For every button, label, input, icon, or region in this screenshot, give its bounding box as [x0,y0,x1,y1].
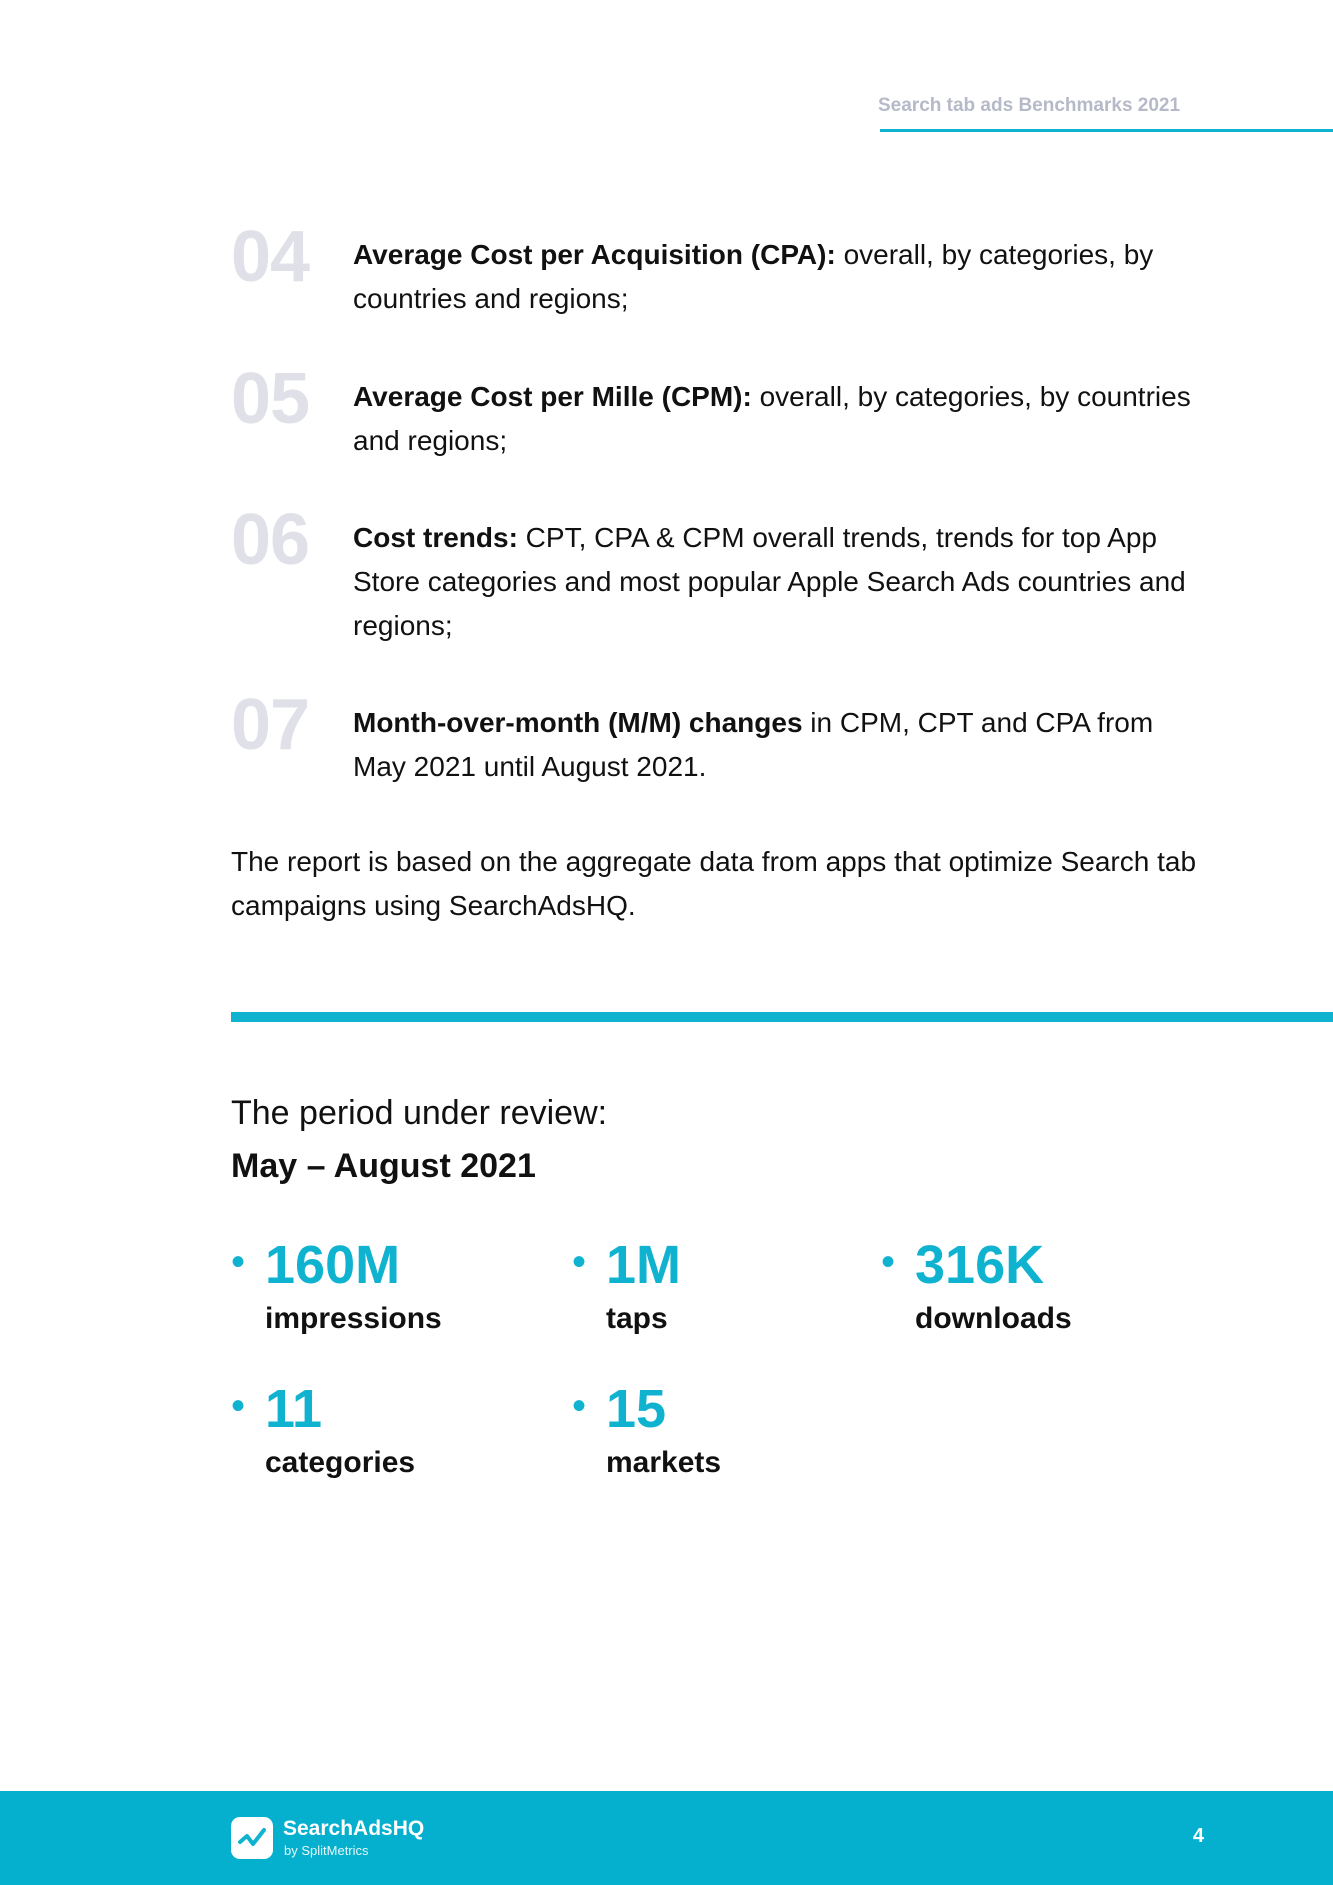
page-number: 4 [1192,1825,1204,1847]
stat-label: taps [606,1302,668,1335]
period-label: The period under review: [231,1094,608,1132]
stat-value: 15 [606,1379,667,1439]
item-number: 06 [231,500,310,580]
item-number: 04 [231,217,310,297]
header-rule [880,129,1333,132]
bullet-icon: • [231,1240,246,1284]
stat-value: 160M [265,1235,401,1295]
period-value: May – August 2021 [231,1147,536,1185]
chart-line-icon [231,1817,273,1859]
item-text [353,701,1205,789]
item-description: overall, by categories, by countries and regions; [353,239,1154,314]
stat-label: impressions [265,1302,442,1335]
item-bold-label: Average Cost per Mille (CPM): [353,381,752,412]
item-description: CPT, CPA & CPM overall trends, trends for top App Store categories and most popular Apple Search Ads countries and regions; [353,522,1186,641]
footer [0,1791,1333,1885]
item-text [353,375,1205,463]
stat-label: categories [265,1446,416,1479]
section-divider [231,1012,1333,1022]
item-bold-label: Month-over-month (M/M) changes [353,707,803,738]
header-title: Search tab ads Benchmarks 2021 [878,95,1181,116]
stat-label: downloads [915,1302,1072,1335]
item-text [353,516,1205,648]
bullet-icon: • [231,1384,246,1428]
item-number: 05 [231,359,310,439]
bullet-icon: • [881,1240,896,1284]
bullet-icon: • [572,1240,587,1284]
item-text [353,233,1205,321]
item-description: in CPM, CPT and CPA from May 2021 until August 2021. [353,707,1154,782]
brand-name: SearchAdsHQ [283,1817,425,1840]
stat-value: 316K [915,1235,1045,1295]
bullet-icon: • [572,1384,587,1428]
brand-subtitle: by SplitMetrics [284,1843,369,1858]
stat-label: markets [606,1446,722,1479]
report-paragraph: The report is based on the aggregate data from apps that optimize Search tab campaigns using SearchAdsHQ. [231,846,1197,921]
item-bold-label: Cost trends: [353,522,518,553]
stat-value: 1M [606,1235,682,1295]
item-bold-label: Average Cost per Acquisition (CPA): [353,239,836,270]
item-number: 07 [231,685,310,765]
item-description: overall, by categories, by countries and regions; [353,381,1191,456]
stat-value: 11 [265,1379,323,1439]
